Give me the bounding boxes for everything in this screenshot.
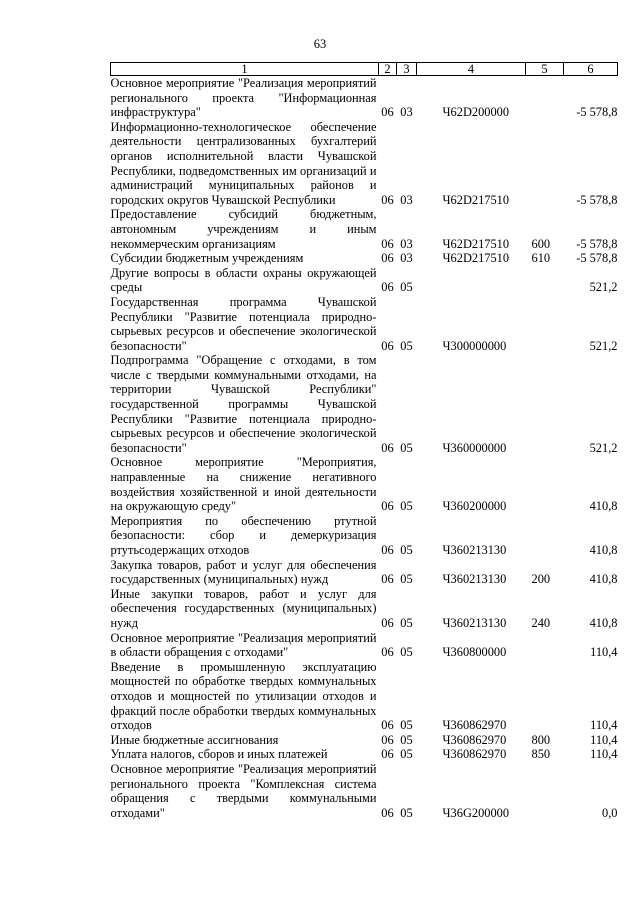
header-col-3: 3 <box>397 63 417 76</box>
row-name: Основное мероприятие "Реализация мероприятий регионального проекта "Информационная инфраструктура" <box>110 76 377 120</box>
row-target-code: Ч360000000 <box>442 440 507 455</box>
row-amount: 0,0 <box>602 805 618 820</box>
row-amount: 110,4 <box>590 747 618 762</box>
row-target-code: Ч62D217510 <box>442 251 510 266</box>
row-target-code: Ч360213130 <box>442 543 507 557</box>
row-name: Иные бюджетные ассигнования <box>110 732 279 747</box>
table-header-row <box>111 63 618 76</box>
row-amount: -5 578,8 <box>576 251 618 266</box>
row-section: 06 <box>381 499 394 514</box>
row-subsection: 05 <box>400 543 413 557</box>
row-amount: 110,4 <box>590 645 618 660</box>
row-subsection: 05 <box>400 747 413 762</box>
row-amount: 110,4 <box>590 718 618 733</box>
row-amount: 410,8 <box>589 499 618 514</box>
table-row <box>111 207 618 251</box>
row-name: Иные закупки товаров, работ и услуг для обеспечения государственных (муниципальных) нужд <box>110 586 377 630</box>
row-expense-type: 850 <box>531 747 551 762</box>
row-subsection: 03 <box>400 236 413 251</box>
row-section: 06 <box>381 572 394 587</box>
row-amount: 521,2 <box>589 440 618 455</box>
row-amount: -5 578,8 <box>576 105 618 120</box>
row-section: 06 <box>381 615 394 630</box>
table-row <box>111 251 618 266</box>
row-name: Информационно-технологическое обеспечение деятельности централизованных бухгалтерий органов исполнительной власти Чувашской Республики, подведомственных им организаций и администраций муниципальных районов и городских округов Чувашской Республики <box>110 119 377 207</box>
row-expense-type <box>526 762 564 820</box>
row-expense-type <box>526 295 564 353</box>
row-subsection: 05 <box>400 280 413 295</box>
row-section: 06 <box>381 543 394 557</box>
table-row <box>111 266 618 295</box>
row-amount: 110,4 <box>590 732 618 747</box>
row-section: 06 <box>381 338 394 353</box>
row-target-code: Ч360862970 <box>442 718 507 733</box>
row-section: 06 <box>381 192 394 207</box>
row-section: 06 <box>381 280 394 295</box>
row-expense-type <box>526 76 564 120</box>
row-section: 06 <box>381 645 394 660</box>
table-row <box>111 733 618 748</box>
row-subsection: 05 <box>400 338 413 353</box>
table-row <box>111 558 618 587</box>
table-row <box>111 762 618 820</box>
row-target-code: Ч360213130 <box>442 572 507 587</box>
row-name: Закупка товаров, работ и услуг для обеспечения государственных (муниципальных) нужд <box>110 557 377 587</box>
table-row <box>111 514 618 558</box>
row-expense-type: 800 <box>531 732 551 747</box>
row-section: 06 <box>381 251 394 266</box>
row-amount: -5 578,8 <box>576 236 618 251</box>
row-expense-type <box>526 455 564 513</box>
row-subsection: 05 <box>400 718 413 733</box>
row-name: Основное мероприятие "Реализация мероприятий в области обращения с отходами" <box>110 630 377 660</box>
header-col-6: 6 <box>564 63 618 76</box>
row-amount: 521,2 <box>589 338 618 353</box>
row-name: Подпрограмма "Обращение с отходами, в том числе с твердыми коммунальными отходами, на территории Чувашской Республики" государственной программы Чувашской Республики "Развитие потенциала природно-сырьевых ресурсов и обеспечение экологической безопасности" <box>110 353 377 455</box>
row-amount: 410,8 <box>589 543 618 557</box>
row-target-code: Ч360862970 <box>442 747 507 762</box>
row-subsection: 05 <box>400 499 413 514</box>
row-target-code: Ч62D217510 <box>442 236 510 251</box>
row-expense-type <box>526 353 564 455</box>
row-expense-type <box>526 631 564 660</box>
row-expense-type: 200 <box>531 572 551 587</box>
table-row <box>111 587 618 631</box>
row-target-code: Ч36G200000 <box>442 805 510 820</box>
row-target-code: Ч62D217510 <box>442 192 510 207</box>
page-number: 63 <box>313 37 327 51</box>
row-subsection: 05 <box>400 805 413 820</box>
row-amount: 410,8 <box>589 615 618 630</box>
table-row <box>111 76 618 120</box>
row-subsection: 03 <box>400 105 413 120</box>
table-row <box>111 353 618 455</box>
row-target-code: Ч360800000 <box>442 645 507 660</box>
row-target-code: Ч360213130 <box>442 615 507 630</box>
row-subsection: 05 <box>400 615 413 630</box>
row-name: Основное мероприятие "Мероприятия, направленные на снижение негативного воздействия хозяйственной и иной деятельности на окружающую среду" <box>110 455 377 514</box>
row-target-code: Ч62D200000 <box>442 105 510 120</box>
row-expense-type <box>526 514 564 558</box>
row-subsection: 05 <box>400 572 413 587</box>
row-name: Уплата налогов, сборов и иных платежей <box>110 747 328 762</box>
row-name: Мероприятия по обеспечению ртутной безопасности: сбор и демеркуризация ртутьсодержащих отходов <box>110 513 377 557</box>
row-name: Другие вопросы в области охраны окружающей среды <box>110 265 377 295</box>
row-name: Основное мероприятие "Реализация мероприятий регионального проекта "Комплексная система обращения с твердыми коммунальными отходами" <box>110 761 377 820</box>
row-section: 06 <box>381 105 394 120</box>
row-subsection: 03 <box>400 192 413 207</box>
row-name: Введение в промышленную эксплуатацию мощностей по обработке твердых коммунальных отходов и мощностей по утилизации отходов и фракций после обработки твердых коммунальных отходов <box>110 659 377 733</box>
row-section: 06 <box>381 805 394 820</box>
row-expense-type: 240 <box>531 615 551 630</box>
row-subsection: 05 <box>400 645 413 660</box>
row-amount: -5 578,8 <box>576 192 618 207</box>
table-row <box>111 120 618 208</box>
row-expense-type: 610 <box>531 251 551 266</box>
row-section: 06 <box>381 440 394 455</box>
row-target-code: Ч360200000 <box>442 499 507 514</box>
row-section: 06 <box>381 236 394 251</box>
row-name: Государственная программа Чувашской Республики "Развитие потенциала природно-сырьевых ресурсов и обеспечение экологической безопасности" <box>110 294 377 353</box>
budget-table <box>110 62 618 820</box>
row-expense-type: 600 <box>531 236 551 251</box>
row-expense-type <box>526 120 564 208</box>
row-expense-type <box>526 660 564 733</box>
row-subsection: 05 <box>400 440 413 455</box>
row-target-code: Ч300000000 <box>442 338 507 353</box>
row-subsection: 03 <box>400 251 413 266</box>
row-section: 06 <box>381 718 394 733</box>
table-row <box>111 295 618 353</box>
header-col-5: 5 <box>526 63 564 76</box>
row-section: 06 <box>381 747 394 762</box>
row-name: Субсидии бюджетным учреждениям <box>110 251 304 266</box>
table-row <box>111 455 618 513</box>
table-row <box>111 631 618 660</box>
row-expense-type <box>526 266 564 295</box>
row-subsection: 05 <box>400 732 413 747</box>
header-col-4: 4 <box>417 63 526 76</box>
table-row <box>111 747 618 762</box>
row-amount: 521,2 <box>589 280 618 295</box>
row-section: 06 <box>381 732 394 747</box>
row-amount: 410,8 <box>589 572 618 587</box>
row-target-code: Ч360862970 <box>442 732 507 747</box>
header-col-2: 2 <box>379 63 397 76</box>
table-row <box>111 660 618 733</box>
header-col-1: 1 <box>111 63 379 76</box>
row-name: Предоставление субсидий бюджетным, автономным учреждениям и иным некоммерческим организациям <box>110 207 377 251</box>
row-target-code <box>417 266 526 295</box>
